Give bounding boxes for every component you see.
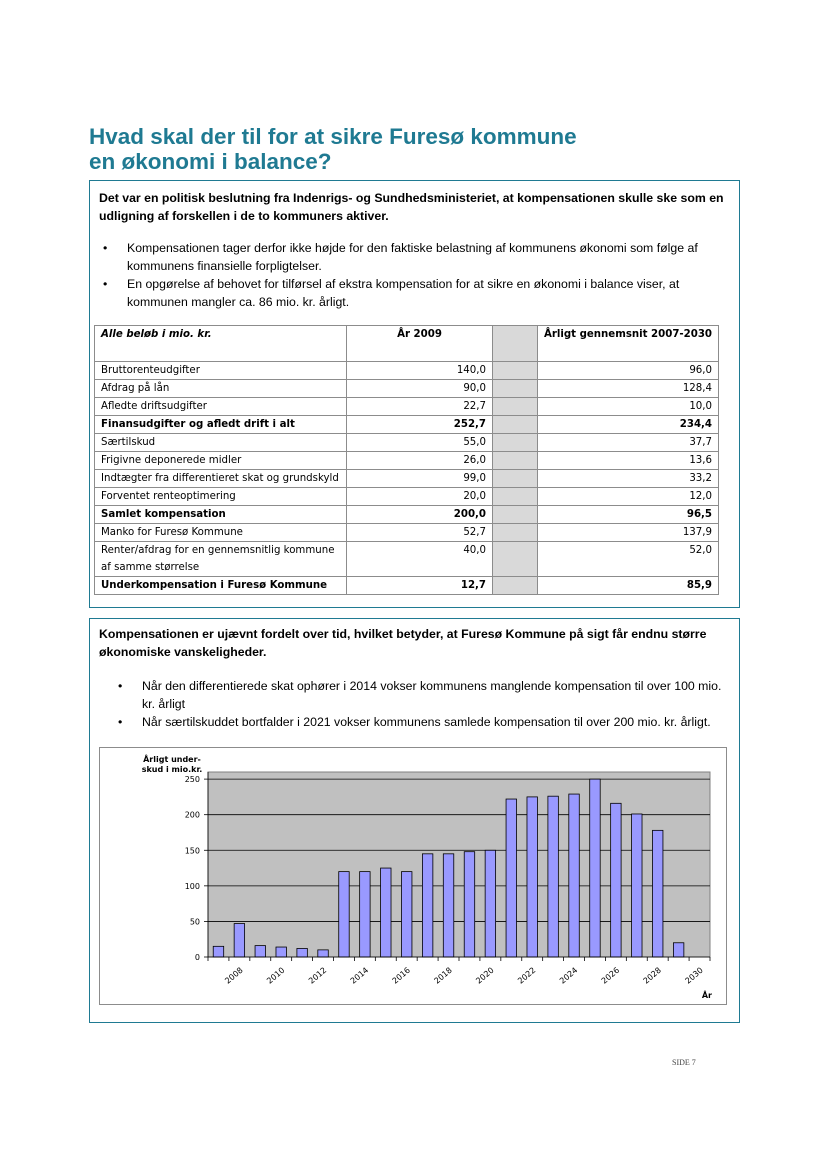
table-cell-label: Bruttorenteudgifter <box>95 362 347 380</box>
table-cell-2009: 252,7 <box>347 416 493 434</box>
table-cell-label: Frigivne deponerede midler <box>95 452 347 470</box>
compensation-table <box>94 325 719 595</box>
box1-bullet-1: • Kompensationen tager derfor ikke højde for den faktiske belastning af kommunens økonomi som følge af kommunens finansielle forpligtelser. <box>99 239 719 275</box>
table-header-average: Årligt gennemsnit 2007-2030 <box>538 326 719 362</box>
chart-xtick-label: 2024 <box>557 965 580 986</box>
box1-bullet-list <box>99 239 719 311</box>
chart-bar <box>276 947 286 957</box>
chart-xtick-label: 2020 <box>474 965 496 986</box>
chart-xtick-label: 2008 <box>223 965 245 986</box>
deficit-bar-chart <box>99 747 727 1005</box>
table-cell-average: 128,4 <box>538 380 719 398</box>
table-cell-2009: 99,0 <box>347 470 493 488</box>
table-cell-label: Afdrag på lån <box>95 380 347 398</box>
chart-xtick-label: 2014 <box>348 965 371 986</box>
page-title-line2: en økonomi i balance? <box>89 149 332 174</box>
chart-bar <box>506 799 516 957</box>
table-row <box>95 434 719 452</box>
table-spacer-cell <box>493 542 538 577</box>
table-cell-average: 96,5 <box>538 506 719 524</box>
chart-ytick-label: 100 <box>184 881 200 891</box>
table-row-total <box>95 577 719 595</box>
table-row <box>95 380 719 398</box>
chart-bar <box>422 854 432 957</box>
table-cell-label: Samlet kompensation <box>95 506 347 524</box>
table-spacer-cell <box>493 577 538 595</box>
table-cell-average: 33,2 <box>538 470 719 488</box>
table-cell-2009: 20,0 <box>347 488 493 506</box>
chart-xtick-label: 2022 <box>516 965 538 986</box>
chart-ytick-label: 200 <box>184 810 200 820</box>
table-row <box>95 542 719 577</box>
table-cell-label: Underkompensation i Furesø Kommune <box>95 577 347 595</box>
table-cell-average: 13,6 <box>538 452 719 470</box>
table-cell-average: 234,4 <box>538 416 719 434</box>
chart-ytick-label: 50 <box>189 917 200 927</box>
table-spacer-cell <box>493 416 538 434</box>
chart-xtick-label: 2012 <box>306 965 329 986</box>
table-cell-2009: 40,0 <box>347 542 493 577</box>
table-header-row <box>95 326 719 362</box>
table-row <box>95 362 719 380</box>
box2-lead-text: Kompensationen er ujævnt fordelt over tid, hvilket betyder, at Furesø Kommune på sigt får endnu større økonomiske vanskeligheder. <box>99 627 707 659</box>
table-cell-label: Indtægter fra differentieret skat og grundskyld <box>95 470 347 488</box>
table-cell-average: 12,0 <box>538 488 719 506</box>
table-spacer-cell <box>493 434 538 452</box>
table-cell-label: Særtilskud <box>95 434 347 452</box>
table-header-label: Alle beløb i mio. kr. <box>95 326 347 362</box>
table-cell-average: 85,9 <box>538 577 719 595</box>
table-row <box>95 470 719 488</box>
table-cell-2009: 52,7 <box>347 524 493 542</box>
chart-ytick-label: 250 <box>184 775 200 785</box>
table-row-total <box>95 506 719 524</box>
chart-bar <box>611 803 621 957</box>
info-box-compensation <box>89 180 740 608</box>
chart-bar <box>590 779 600 957</box>
table-cell-average: 137,9 <box>538 524 719 542</box>
table-spacer-cell <box>493 452 538 470</box>
chart-ylabel-line1: Årligt under- <box>143 755 201 764</box>
chart-bar <box>297 948 307 957</box>
table-spacer-cell <box>493 362 538 380</box>
table-spacer-cell <box>493 488 538 506</box>
chart-bar <box>339 872 349 957</box>
page-title-line1: Hvad skal der til for at sikre Furesø kommune <box>89 124 577 149</box>
table-row-total <box>95 416 719 434</box>
box2-bullet-2: • Når særtilskuddet bortfalder i 2021 vokser kommunens samlede kompensation til over 200 mio. kr. årligt. <box>114 713 732 731</box>
table-row <box>95 452 719 470</box>
chart-bar <box>255 946 265 957</box>
table-cell-2009: 26,0 <box>347 452 493 470</box>
table-cell-2009: 200,0 <box>347 506 493 524</box>
table-cell-2009: 12,7 <box>347 577 493 595</box>
box2-bullet-1: • Når den differentierede skat ophører i 2014 vokser kommunens manglende kompensation til over 100 mio. kr. årligt <box>114 677 732 713</box>
table-cell-label: Finansudgifter og afledt drift i alt <box>95 416 347 434</box>
chart-bar <box>548 796 558 957</box>
table-header-2009: År 2009 <box>347 326 493 362</box>
table-spacer-cell <box>493 506 538 524</box>
chart-ytick-label: 0 <box>194 953 200 962</box>
box1-lead-text: Det var en politisk beslutning fra Indenrigs- og Sundhedsministeriet, at kompensationen skulle ske som en udligning af forskellen i de to kommuners aktiver. <box>99 191 724 223</box>
info-box-distribution <box>89 618 740 1023</box>
table-row <box>95 398 719 416</box>
chart-bar <box>527 797 537 957</box>
table-spacer-cell <box>493 326 538 362</box>
table-cell-2009: 22,7 <box>347 398 493 416</box>
chart-xtick-label: 2030 <box>683 965 705 986</box>
table-spacer-cell <box>493 524 538 542</box>
table-spacer-cell <box>493 470 538 488</box>
table-cell-label: Renter/afdrag for en gennemsnitlig kommune af samme størrelse <box>95 542 347 577</box>
chart-bar <box>401 872 411 957</box>
chart-ylabel-line2: skud i mio.kr. <box>141 765 203 774</box>
table-cell-average: 37,7 <box>538 434 719 452</box>
box2-bullet-list <box>114 677 732 731</box>
chart-bar <box>652 830 662 957</box>
chart-ytick-label: 150 <box>184 846 200 856</box>
chart-xtick-label: 2026 <box>599 965 622 986</box>
table-cell-2009: 140,0 <box>347 362 493 380</box>
table-row <box>95 488 719 506</box>
chart-bar <box>213 946 223 957</box>
table-cell-average: 52,0 <box>538 542 719 577</box>
table-row <box>95 524 719 542</box>
chart-bar <box>464 852 474 957</box>
chart-xtick-label: 2028 <box>641 965 663 986</box>
chart-xtick-label: 2010 <box>265 965 287 986</box>
chart-bar <box>234 924 244 957</box>
table-cell-label: Manko for Furesø Kommune <box>95 524 347 542</box>
chart-xlabel: År <box>701 991 712 1000</box>
table-cell-average: 10,0 <box>538 398 719 416</box>
chart-bar <box>632 814 642 957</box>
chart-bar <box>381 868 391 957</box>
chart-bar <box>443 854 453 957</box>
page-title <box>89 124 729 174</box>
table-spacer-cell <box>493 398 538 416</box>
box1-bullet-2: • En opgørelse af behovet for tilførsel af ekstra kompensation for at sikre en økonomi i balance viser, at kommunen mangler ca. 86 mio. kr. årligt. <box>99 275 719 311</box>
chart-bar <box>485 850 495 957</box>
chart-canvas <box>100 748 726 1004</box>
page-footer: SIDE 7 <box>672 1058 696 1067</box>
table-cell-label: Forventet renteoptimering <box>95 488 347 506</box>
chart-bar <box>360 872 370 957</box>
chart-xtick-label: 2018 <box>432 965 454 986</box>
chart-bar <box>673 943 683 957</box>
chart-bar <box>569 794 579 957</box>
table-spacer-cell <box>493 380 538 398</box>
chart-bar <box>318 950 328 957</box>
table-cell-2009: 55,0 <box>347 434 493 452</box>
table-cell-label: Afledte driftsudgifter <box>95 398 347 416</box>
table-cell-average: 96,0 <box>538 362 719 380</box>
chart-xtick-label: 2016 <box>390 965 412 986</box>
table-cell-2009: 90,0 <box>347 380 493 398</box>
